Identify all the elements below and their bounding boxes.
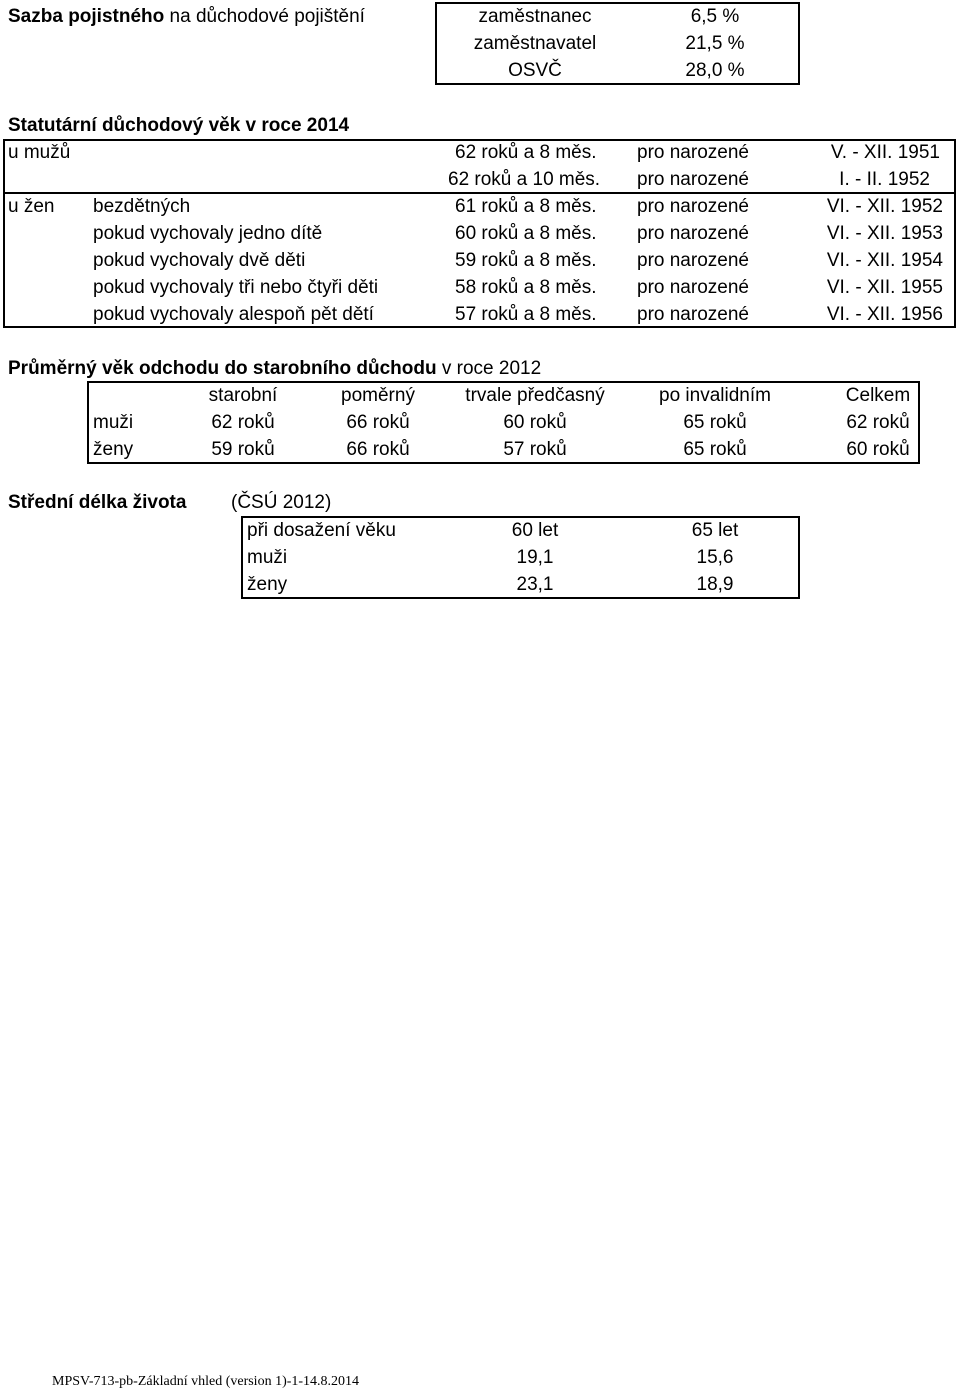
life-row-label: muži [247, 547, 288, 568]
statutory-born: pro narozené [637, 142, 749, 163]
statutory-age: 59 roků a 8 měs. [455, 250, 597, 271]
statutory-group: u mužů [8, 142, 71, 163]
statutory-age: 62 roků a 10 měs. [448, 169, 601, 190]
statutory-category: pokud vychovaly tři nebo čtyři děti [93, 277, 379, 298]
statutory-period: VI. - XII. 1952 [826, 196, 943, 217]
avg-age-cell: 65 roků [683, 439, 747, 460]
statutory-period: VI. - XII. 1956 [826, 304, 943, 325]
avg-age-cell: 59 roků [211, 439, 275, 460]
rate-value: 21,5 % [685, 33, 745, 54]
rate-title-rest: na důchodové pojištění [164, 6, 365, 27]
life-cell: 15,6 [696, 547, 734, 568]
statutory-period: VI. - XII. 1953 [826, 223, 943, 244]
avg-age-col-header: po invalidním [659, 385, 771, 406]
avg-age-title-bold: Průměrný věk odchodu do starobního důchodu [8, 358, 437, 379]
avg-age-row-label: muži [93, 412, 134, 433]
statutory-category: pokud vychovaly alespoň pět dětí [93, 304, 374, 325]
statutory-born: pro narozené [637, 304, 749, 325]
life-title: Střední délka života [8, 492, 187, 513]
life-cell: 23,1 [516, 574, 554, 595]
statutory-born: pro narozené [637, 223, 749, 244]
statutory-period: I. - II. 1952 [839, 169, 930, 190]
statutory-age: 58 roků a 8 měs. [455, 277, 597, 298]
statutory-category: bezdětných [93, 196, 191, 217]
statutory-title: Statutární důchodový věk v roce 2014 [8, 115, 350, 136]
avg-age-cell: 66 roků [346, 412, 410, 433]
statutory-period: VI. - XII. 1954 [826, 250, 943, 271]
statutory-born: pro narozené [637, 196, 749, 217]
avg-age-col-header: starobní [208, 385, 278, 406]
statutory-period: VI. - XII. 1955 [826, 277, 943, 298]
statutory-age: 57 roků a 8 měs. [455, 304, 597, 325]
avg-age-cell: 62 roků [211, 412, 275, 433]
statutory-age: 60 roků a 8 měs. [455, 223, 597, 244]
statutory-born: pro narozené [637, 169, 749, 190]
statutory-born: pro narozené [637, 250, 749, 271]
avg-age-title-rest: v roce 2012 [436, 358, 542, 379]
statutory-age: 62 roků a 8 měs. [455, 142, 597, 163]
life-cell: 18,9 [696, 574, 734, 595]
statutory-category: pokud vychovaly dvě děti [93, 250, 306, 271]
statutory-born: pro narozené [637, 277, 749, 298]
rate-value: 28,0 % [685, 60, 745, 81]
avg-age-cell: 62 roků [846, 412, 910, 433]
avg-age-col-header: Celkem [845, 385, 911, 406]
statutory-period: V. - XII. 1951 [830, 142, 940, 163]
footer-text: MPSV-713-pb-Základní vhled (version 1)-1-14.8.2014 [52, 1374, 360, 1389]
avg-age-cell: 65 roků [683, 412, 747, 433]
life-cell: 19,1 [516, 547, 554, 568]
life-row-label: ženy [247, 574, 288, 595]
rate-title-bold: Sazba pojistného [8, 6, 165, 27]
life-header-label: při dosažení věku [247, 520, 396, 541]
statutory-category: pokud vychovaly jedno dítě [93, 223, 323, 244]
life-header-a: 60 let [511, 520, 559, 541]
life-header-b: 65 let [691, 520, 739, 541]
avg-age-cell: 66 roků [346, 439, 410, 460]
avg-age-row-label: ženy [93, 439, 134, 460]
statutory-group: u žen [8, 196, 55, 217]
avg-age-cell: 57 roků [503, 439, 567, 460]
life-source: (ČSÚ 2012) [231, 492, 332, 513]
avg-age-title [8, 356, 541, 382]
rate-label: zaměstnanec [478, 6, 592, 27]
rate-label: zaměstnavatel [473, 33, 597, 54]
rate-title [8, 4, 365, 30]
avg-age-cell: 60 roků [503, 412, 567, 433]
statutory-age: 61 roků a 8 měs. [455, 196, 597, 217]
avg-age-cell: 60 roků [846, 439, 910, 460]
avg-age-col-header: trvale předčasný [465, 385, 605, 406]
rate-label: OSVČ [508, 60, 562, 81]
avg-age-col-header: poměrný [341, 385, 415, 406]
rate-value: 6,5 % [690, 6, 740, 27]
